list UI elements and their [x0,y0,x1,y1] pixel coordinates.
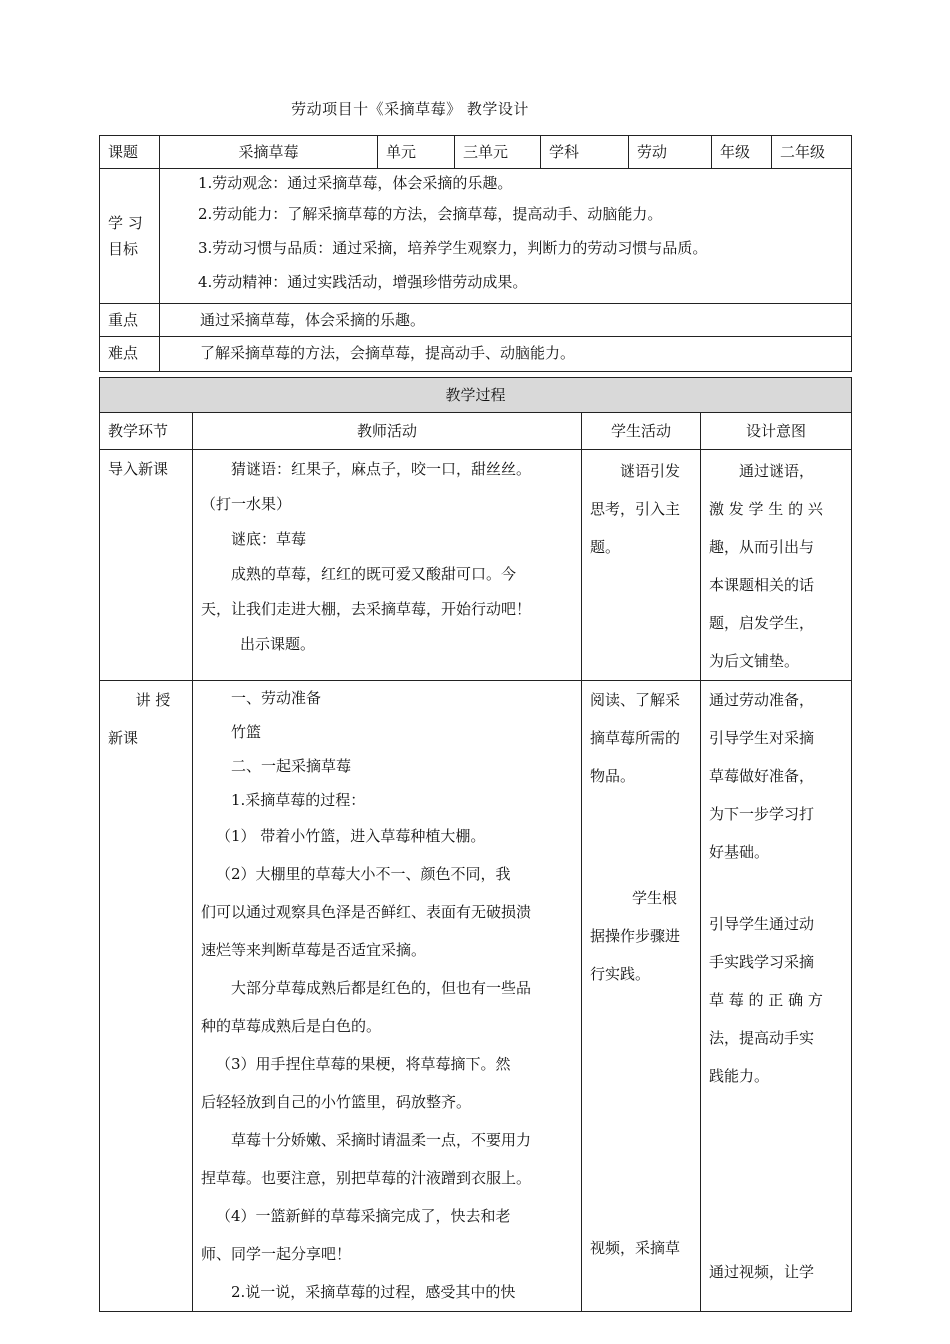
intro-teacher-line: 天，让我们走进大棚，去采摘草莓，开始行动吧！ [201,600,532,618]
intro-student-line: 思考，引入主 [590,500,681,518]
unit-value: 三单元 [455,136,541,169]
difficulty-label: 难点 [100,337,160,372]
lesson-student-cell [582,681,701,1312]
intro-intent-cell [701,450,852,681]
goals-label-cell [100,169,160,304]
goal-item: 3.劳动习惯与品质：通过采摘，培养学生观察力，判断力的劳动习惯与品质。 [198,239,708,257]
header-student: 学生活动 [582,413,701,450]
lesson-teacher-line: 草莓十分娇嫩、采摘时请温柔一点，不要用力 [231,1131,532,1149]
lesson-student-line: 摘草莓所需的 [590,729,681,747]
lesson-intent-line: 引导学生对采摘 [709,729,815,747]
intro-teacher-line: （打一水果） [201,495,292,513]
unit-label: 单元 [378,136,455,169]
intro-intent-line: 本课题相关的话 [709,576,815,594]
lesson-teacher-line: 二、一起采摘草莓 [231,757,352,775]
lesson-intent-line: 法，提高动手实 [709,1029,815,1047]
lesson-intent-line: 为下一步学习打 [709,805,815,823]
intro-intent-line: 通过谜语， [739,462,815,480]
grade-value: 二年级 [772,136,852,169]
lesson-teacher-line: （4）一篮新鲜的草莓采摘完成了，快去和老 [216,1207,511,1225]
lesson-student-line: 据操作步骤进 [590,927,681,945]
lesson-stage [100,681,193,1312]
intro-row [100,450,852,681]
lesson-teacher-line: 2.说一说，采摘草莓的过程，感受其中的快 [231,1283,516,1301]
goals-label-line2: 目标 [108,240,139,258]
lesson-intent-line: 引导学生通过动 [709,915,815,933]
intro-stage-label: 导入新课 [108,460,169,478]
lesson-intent-line: 好基础。 [709,843,770,861]
intro-student-line: 谜语引发 [620,462,681,480]
lesson-teacher-line: 捏草莓。也要注意，别把草莓的汁液蹭到衣服上。 [201,1169,532,1187]
subject-value: 劳动 [629,136,712,169]
lesson-intent-line: 通过视频，让学 [709,1263,815,1281]
key-point-text: 通过采摘草莓，体会采摘的乐趣。 [160,304,852,337]
topic-value: 采摘草莓 [160,136,378,169]
lesson-teacher-line: 们可以通过观察具色泽是否鲜红、表面有无破损溃 [201,903,532,921]
difficulty-row [100,337,852,372]
page-title: 劳动项目十《采摘草莓》 教学设计 [291,100,529,118]
lesson-student-line: 阅读、了解采 [590,691,681,709]
info-row [100,136,852,169]
lesson-intent-cell [701,681,852,1312]
intro-teacher-line: 出示课题。 [240,635,316,653]
lesson-teacher-line: （3）用手捏住草莓的果梗，将草莓摘下。然 [216,1055,511,1073]
lesson-teacher-line: 师、同学一起分享吧！ [201,1245,352,1263]
key-point-row [100,304,852,337]
intro-intent-line: 激 发 学 生 的 兴 [709,500,823,518]
intro-intent-line: 为后文铺垫。 [709,652,800,670]
lesson-info-table [99,135,852,372]
intro-intent-line: 题，启发学生， [709,614,815,632]
lesson-teacher-cell [193,681,582,1312]
lesson-teacher-line: 1.采摘草莓的过程： [231,791,366,809]
key-point-label: 重点 [100,304,160,337]
process-header-row [100,413,852,450]
lesson-student-line: 视频，采摘草 [590,1239,681,1257]
lesson-teacher-line: 大部分草莓成熟后都是红色的，但也有一些品 [231,979,532,997]
process-band: 教学过程 [100,378,852,413]
lesson-teacher-line: 种的草莓成熟后是白色的。 [201,1017,382,1035]
lesson-row [100,681,852,1312]
lesson-student-line: 物品。 [590,767,636,785]
intro-teacher-line: 谜底：草莓 [231,530,307,548]
lesson-student-line: 学生根 [632,889,678,907]
intro-teacher-line: 猜谜语：红果子，麻点子，咬一口，甜丝丝。 [231,460,532,478]
lesson-stage-line1: 讲 授 [135,691,171,709]
lesson-intent-line: 草莓做好准备， [709,767,815,785]
intro-student-cell [582,450,701,681]
lesson-teacher-line: 竹篮 [231,723,262,741]
lesson-intent-line: 草 莓 的 正 确 方 [709,991,823,1009]
header-teacher: 教师活动 [193,413,582,450]
goal-item: 2.劳动能力：了解采摘草莓的方法，会摘草莓，提高动手、动脑能力。 [198,205,663,223]
intro-teacher-cell [193,450,582,681]
lesson-teacher-line: （1） 带着小竹篮，进入草莓种植大棚。 [216,827,486,845]
intro-stage [100,450,193,681]
lesson-teacher-line: 一、劳动准备 [231,689,322,707]
lesson-teacher-line: （2）大棚里的草莓大小不一、颜色不同，我 [216,865,511,883]
intro-teacher-line: 成熟的草莓，红红的既可爱又酸甜可口。今 [231,565,517,583]
goals-label-line1: 学 习 [108,214,143,232]
topic-label: 课题 [100,136,160,169]
difficulty-text: 了解采摘草莓的方法，会摘草莓，提高动手、动脑能力。 [160,337,852,372]
goals-row [100,169,852,304]
intro-student-line: 题。 [590,538,621,556]
lesson-intent-line: 手实践学习采摘 [709,953,815,971]
header-intent: 设计意图 [701,413,852,450]
goal-item: 1.劳动观念：通过采摘草莓，体会采摘的乐趣。 [198,174,513,192]
goal-item: 4.劳动精神：通过实践活动，增强珍惜劳动成果。 [198,273,528,291]
lesson-student-line: 行实践。 [590,965,651,983]
lesson-teacher-line: 速烂等来判断草莓是否适宜采摘。 [201,941,427,959]
lesson-stage-line2: 新课 [108,729,139,747]
goals-cell [160,169,852,304]
lesson-teacher-line: 后轻轻放到自己的小竹篮里，码放整齐。 [201,1093,472,1111]
intro-intent-line: 趣，从而引出与 [709,538,815,556]
lesson-intent-line: 通过劳动准备， [709,691,815,709]
grade-label: 年级 [712,136,772,169]
header-stage: 教学环节 [100,413,193,450]
subject-label: 学科 [541,136,629,169]
process-table [99,377,852,1312]
lesson-intent-line: 践能力。 [709,1067,770,1085]
